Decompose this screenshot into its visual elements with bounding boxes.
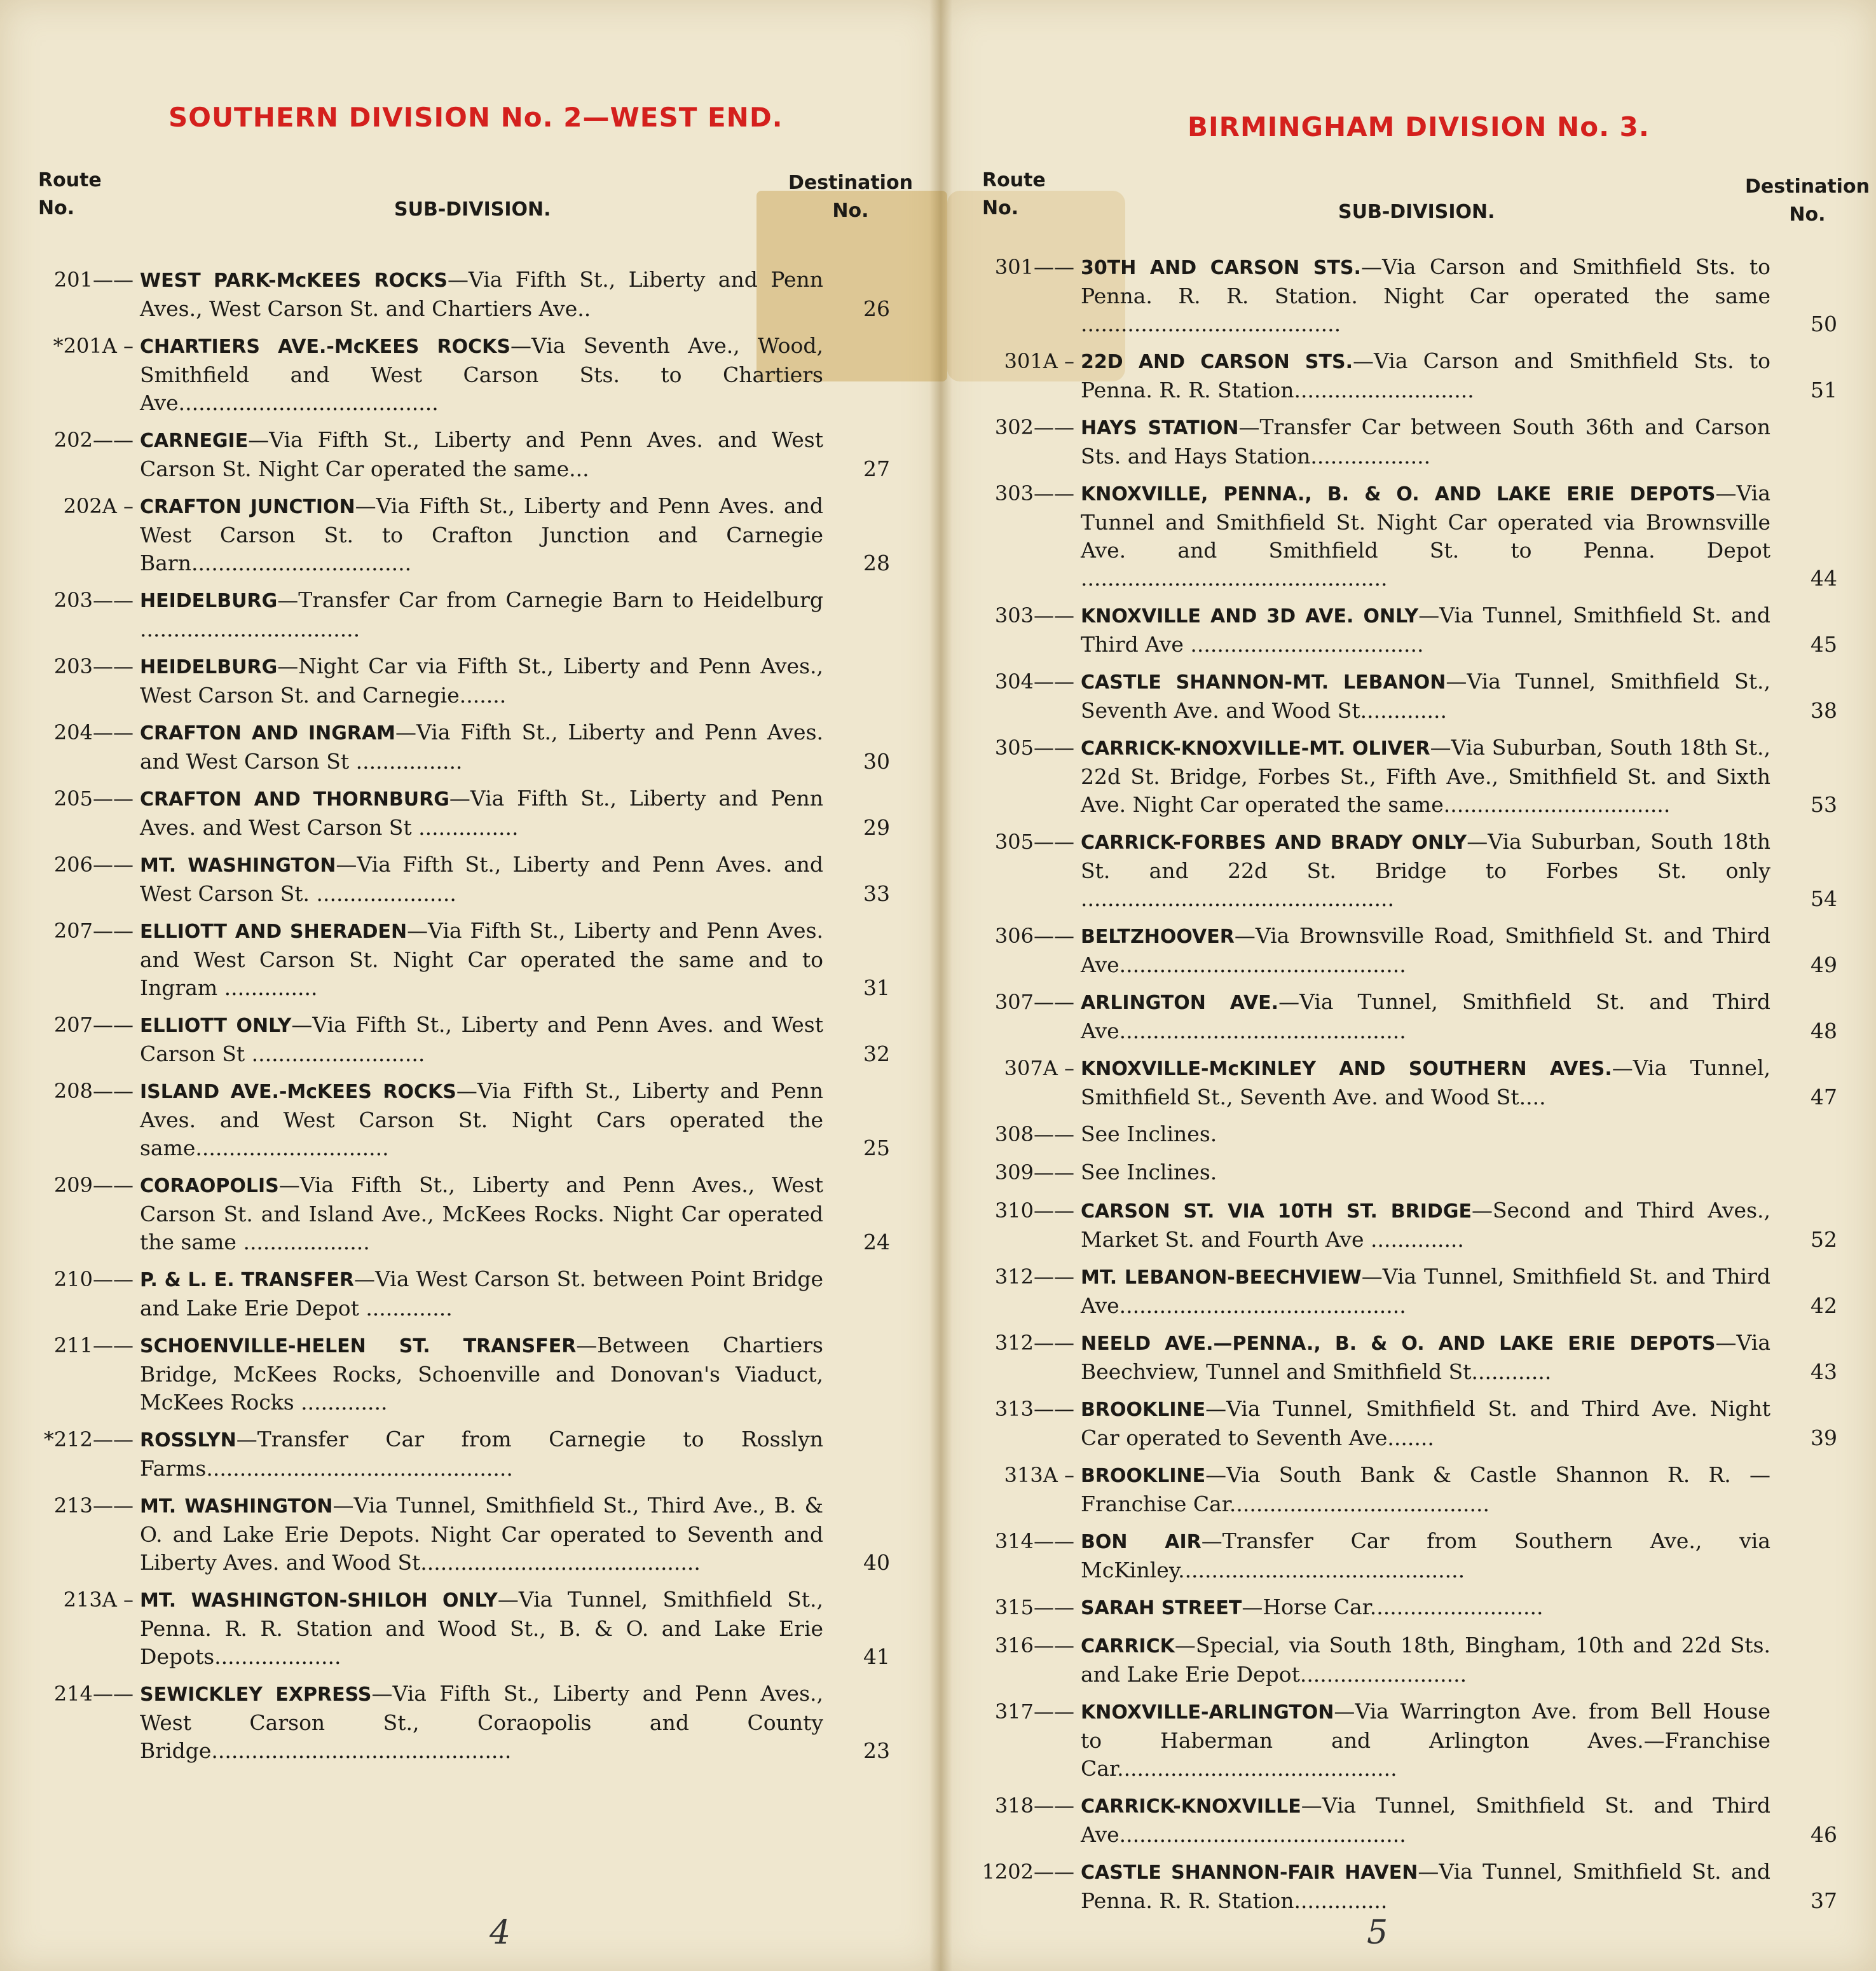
route-entry xyxy=(979,1054,1837,1111)
route-number: 317—— xyxy=(994,1699,1074,1724)
destination-number: 49 xyxy=(1811,952,1837,977)
route-number: 206—— xyxy=(53,853,134,877)
route-via: —Via Fifth St., Liberty and Penn Aves., West Carson St. and Chartiers Ave.. xyxy=(140,267,823,321)
destination-number: 31 xyxy=(863,975,890,1000)
route-via: See Inclines. xyxy=(1081,1122,1217,1146)
route-description xyxy=(1081,1527,1770,1584)
route-number: 207—— xyxy=(53,1013,134,1037)
route-name: BROOKLINE xyxy=(1081,1465,1206,1487)
right-destination-header: Destination No. xyxy=(1745,175,1870,226)
route-name: HEIDELBURG xyxy=(140,656,278,678)
route-entry xyxy=(979,988,1837,1045)
route-via: —Via Fifth St., Liberty and Penn Aves. and West Carson St. Night Cars operated the same............................. xyxy=(140,1078,823,1160)
route-description xyxy=(140,426,890,483)
route-via: —Via Tunnel, Smithfield St. and Third Ave........................................... xyxy=(1081,1264,1771,1318)
route-number: *212—— xyxy=(43,1427,134,1451)
route-entry xyxy=(979,1395,1837,1452)
route-entry xyxy=(979,347,1837,404)
route-name: SEWICKLEY EXPRESS xyxy=(140,1684,372,1706)
destination-number: 54 xyxy=(1811,886,1837,911)
route-via: —Via Suburban, South 18th St. and 22d St. Bridge to Forbes St. only ............................................... xyxy=(1081,829,1770,911)
route-name: ELLIOTT ONLY xyxy=(140,1015,292,1037)
route-description xyxy=(140,652,823,710)
route-entry xyxy=(979,413,1770,470)
route-via: —Via Tunnel, Smithfield St. and Third Ave ................................... xyxy=(1081,603,1770,657)
route-via: —Via Fifth St., Liberty and Penn Aves. and West Carson St. to Crafton Junction and Carnegie Barn................................. xyxy=(140,493,823,575)
route-name: KNOXVILLE-McKINLEY AND SOUTHERN AVES. xyxy=(1081,1058,1612,1080)
destination-number: 44 xyxy=(1811,566,1837,591)
destination-number: 43 xyxy=(1811,1359,1837,1384)
route-entry xyxy=(979,1858,1837,1915)
route-description xyxy=(1081,347,1837,404)
route-entry xyxy=(979,479,1837,593)
route-via: —Via Tunnel, Smithfield St., Seventh Ave. and Wood St.... xyxy=(1081,1055,1770,1109)
route-via: —Via Fifth St., Liberty and Penn Aves. and West Carson St .......................... xyxy=(140,1012,824,1066)
route-name: CARRICK-FORBES AND BRADY ONLY xyxy=(1081,832,1467,854)
route-via: —Transfer Car from Carnegie to Rosslyn Farms.............................................. xyxy=(140,1427,823,1481)
route-description xyxy=(140,586,823,643)
route-entry xyxy=(979,1197,1837,1254)
route-description xyxy=(140,851,890,908)
route-entry xyxy=(38,1586,890,1671)
right-route-header: Route No. xyxy=(982,169,1046,219)
right-route-list xyxy=(979,253,1837,1924)
route-description xyxy=(140,1171,890,1256)
left-destination-header: Destination No. xyxy=(788,172,913,222)
route-number: 313—— xyxy=(994,1397,1074,1421)
route-name: ARLINGTON AVE. xyxy=(1081,992,1279,1014)
route-via: —Via Brownsville Road, Smithfield St. and Third Ave........................................... xyxy=(1081,923,1770,977)
route-via: —Special, via South 18th, Bingham, 10th and 22d Sts. and Lake Erie Depot......................... xyxy=(1081,1633,1770,1687)
route-description xyxy=(1081,1593,1770,1623)
route-number: 213—— xyxy=(53,1493,134,1518)
route-number: 305—— xyxy=(994,830,1074,854)
route-via: —Via Fifth St., Liberty and Penn Aves. and West Carson St. ..................... xyxy=(140,852,823,906)
route-via: —Transfer Car between South 36th and Carson Sts. and Hays Station.................. xyxy=(1081,415,1770,469)
route-entry xyxy=(38,1265,823,1322)
route-description xyxy=(1081,413,1770,470)
route-entry xyxy=(38,426,890,483)
route-description xyxy=(140,266,890,323)
destination-number: 29 xyxy=(863,815,890,840)
route-entry xyxy=(38,266,890,323)
route-entry xyxy=(979,1329,1837,1386)
destination-number: 30 xyxy=(863,749,890,774)
route-name: CARSON ST. VIA 10TH ST. BRIDGE xyxy=(1081,1200,1472,1223)
route-name: SCHOENVILLE-HELEN ST. TRANSFER xyxy=(140,1335,577,1357)
destination-number: 23 xyxy=(863,1738,890,1763)
destination-number: 27 xyxy=(863,456,890,481)
route-via: —Via Tunnel and Smithfield St. Night Car operated via Brownsville Ave. and Smithfield St. to Penna. Depot .............................................. xyxy=(1081,481,1770,591)
route-description xyxy=(140,917,890,1002)
destination-number: 50 xyxy=(1811,312,1837,336)
route-name: CHARTIERS AVE.-McKEES ROCKS xyxy=(140,336,511,358)
route-number: 301A – xyxy=(1004,349,1074,373)
route-description xyxy=(1081,1120,1770,1149)
right-page-number: 5 xyxy=(1367,1914,1388,1952)
route-number: 315—— xyxy=(994,1595,1074,1619)
route-name: CASTLE SHANNON-FAIR HAVEN xyxy=(1081,1862,1418,1884)
destination-number: 40 xyxy=(863,1550,890,1575)
route-description xyxy=(1081,1792,1837,1849)
route-entry xyxy=(979,601,1837,659)
route-description xyxy=(1081,601,1837,659)
route-number: 307—— xyxy=(994,990,1074,1014)
route-via: —Via Carson and Smithfield Sts. to Penna. R. R. Station........................... xyxy=(1081,348,1770,402)
left-route-list xyxy=(38,266,890,1774)
route-entry xyxy=(38,1492,890,1577)
right-title: BIRMINGHAM DIVISION No. 3. xyxy=(1188,111,1650,142)
route-entry xyxy=(979,734,1837,819)
route-name: CARRICK-KNOXVILLE xyxy=(1081,1795,1301,1818)
route-number: 203—— xyxy=(53,588,134,612)
route-number: *201A – xyxy=(53,334,134,358)
destination-number: 32 xyxy=(863,1041,890,1066)
route-name: HEIDELBURG xyxy=(140,590,278,612)
route-via: —Via Tunnel, Smithfield St. and Third Ave. Night Car operated to Seventh Ave....... xyxy=(1081,1396,1770,1450)
route-name: CRAFTON JUNCTION xyxy=(140,496,355,518)
destination-number: 46 xyxy=(1811,1822,1837,1847)
route-description xyxy=(1081,1395,1837,1452)
route-via: See Inclines. xyxy=(1081,1160,1217,1184)
route-description xyxy=(1081,1461,1770,1518)
route-via: —Between Chartiers Bridge, McKees Rocks, Schoenville and Donovan's Viaduct, McKees Rocks ............. xyxy=(140,1333,823,1415)
route-name: P. & L. E. TRANSFER xyxy=(140,1269,355,1291)
route-description xyxy=(1081,988,1837,1045)
route-number: 211—— xyxy=(53,1333,134,1357)
route-number: 302—— xyxy=(994,415,1074,439)
route-entry xyxy=(979,1593,1770,1623)
route-description xyxy=(1081,1263,1837,1320)
destination-number: 37 xyxy=(1811,1888,1837,1913)
route-entry xyxy=(38,718,890,776)
route-number: 312—— xyxy=(994,1331,1074,1355)
route-description xyxy=(140,1586,890,1671)
route-description xyxy=(1081,668,1837,725)
route-number: 308—— xyxy=(994,1122,1074,1146)
destination-number: 48 xyxy=(1811,1019,1837,1043)
left-subdivision-header: SUB-DIVISION. xyxy=(394,198,551,221)
destination-number: 39 xyxy=(1811,1425,1837,1450)
route-name: MT. LEBANON-BEECHVIEW xyxy=(1081,1266,1362,1289)
route-via: —Via Fifth St., Liberty and Penn Aves. and West Carson St. Night Car operated the same and to Ingram .............. xyxy=(140,918,823,1000)
route-number: 210—— xyxy=(53,1267,134,1291)
route-entry xyxy=(38,785,890,842)
route-entry xyxy=(979,922,1837,979)
route-number: 213A – xyxy=(63,1588,134,1612)
route-description xyxy=(140,718,890,776)
destination-number: 47 xyxy=(1811,1085,1837,1109)
route-description xyxy=(1081,479,1837,593)
route-number: 310—— xyxy=(994,1198,1074,1223)
route-description xyxy=(140,1425,823,1483)
left-page-number: 4 xyxy=(490,1914,511,1952)
route-number: 208—— xyxy=(53,1079,134,1103)
route-description xyxy=(140,1265,823,1322)
route-number: 205—— xyxy=(53,786,134,811)
route-number: 318—— xyxy=(994,1794,1074,1818)
route-entry xyxy=(979,1631,1770,1689)
route-entry xyxy=(979,1792,1837,1849)
route-entry xyxy=(979,1263,1837,1320)
route-number: 303—— xyxy=(994,603,1074,628)
route-name: 22D AND CARSON STS. xyxy=(1081,351,1353,373)
route-description xyxy=(140,1011,890,1068)
route-description xyxy=(1081,253,1837,338)
route-via: —Via Fifth St., Liberty and Penn Aves. and West Carson St. Night Car operated the same... xyxy=(140,427,823,481)
route-name: CARRICK xyxy=(1081,1635,1175,1657)
route-via: —Via Seventh Ave., Wood, Smithfield and West Carson Sts. to Chartiers Ave....................................... xyxy=(140,333,824,415)
route-name: KNOXVILLE AND 3D AVE. ONLY xyxy=(1081,605,1419,628)
route-number: 309—— xyxy=(994,1160,1074,1184)
route-via: —Via Tunnel, Smithfield St. and Penna. R. R. Station.............. xyxy=(1081,1859,1770,1913)
route-entry xyxy=(38,1331,823,1417)
route-via: —Via Beechview, Tunnel and Smithfield St............ xyxy=(1081,1330,1770,1384)
route-description xyxy=(1081,1158,1770,1188)
route-name: CASTLE SHANNON-MT. LEBANON xyxy=(1081,671,1446,694)
route-description xyxy=(1081,1329,1837,1386)
route-entry xyxy=(979,253,1837,338)
route-number: 313A – xyxy=(1004,1463,1074,1487)
route-name: 30TH AND CARSON STS. xyxy=(1081,257,1361,279)
destination-number: 42 xyxy=(1811,1293,1837,1318)
route-via: —Via Tunnel, Smithfield St., Third Ave., B. & O. and Lake Erie Depots. Night Car operated to Seventh and Liberty Aves. and Wood St.......................................... xyxy=(140,1493,824,1575)
route-description xyxy=(140,492,890,577)
route-entry xyxy=(979,1461,1770,1518)
destination-number: 45 xyxy=(1811,632,1837,657)
route-name: BELTZHOOVER xyxy=(1081,926,1235,948)
route-name: MT. WASHINGTON-SHILOH ONLY xyxy=(140,1589,498,1612)
route-entry xyxy=(979,828,1837,913)
page-fold xyxy=(929,0,952,1971)
route-description xyxy=(140,1077,890,1162)
route-via: —Night Car via Fifth St., Liberty and Penn Aves., West Carson St. and Carnegie....... xyxy=(140,654,823,708)
route-name: HAYS STATION xyxy=(1081,417,1239,439)
route-name: CRAFTON AND INGRAM xyxy=(140,722,396,744)
destination-number: 51 xyxy=(1811,378,1837,402)
route-number: 305—— xyxy=(994,736,1074,760)
route-via: —Via Suburban, South 18th St., 22d St. Bridge, Forbes St., Fifth Ave., Smithfield St. and Sixth Ave. Night Car operated the same.................................. xyxy=(1081,735,1771,817)
route-entry xyxy=(38,332,823,417)
route-via: —Via Warrington Ave. from Bell House to Haberman and Arlington Aves.—Franchise Car.......................................... xyxy=(1081,1699,1770,1781)
route-via: —Via Fifth St., Liberty and Penn Aves. and West Carson St ................ xyxy=(140,720,823,774)
route-description xyxy=(140,785,890,842)
route-name: KNOXVILLE, PENNA., B. & O. AND LAKE ERIE DEPOTS xyxy=(1081,483,1716,505)
destination-number: 26 xyxy=(863,296,890,321)
route-number: 202—— xyxy=(53,428,134,452)
route-name: CARNEGIE xyxy=(140,430,249,452)
route-entry xyxy=(38,1077,890,1162)
route-entry xyxy=(38,1425,823,1483)
destination-number: 28 xyxy=(863,551,890,575)
route-description xyxy=(1081,1631,1770,1689)
route-name: NEELD AVE.—PENNA., B. & O. AND LAKE ERIE DEPOTS xyxy=(1081,1333,1716,1355)
route-name: CARRICK-KNOXVILLE-MT. OLIVER xyxy=(1081,738,1430,760)
route-name: ROSSLYN xyxy=(140,1429,236,1451)
route-number: 314—— xyxy=(994,1529,1074,1553)
route-entry xyxy=(979,1120,1770,1149)
route-number: 202A – xyxy=(63,494,134,518)
route-entry xyxy=(979,1698,1770,1783)
route-entry xyxy=(38,492,890,577)
route-entry xyxy=(38,851,890,908)
route-name: ELLIOTT AND SHERADEN xyxy=(140,921,407,943)
route-entry xyxy=(38,1171,890,1256)
route-number: 306—— xyxy=(994,924,1074,948)
route-via: —Via Tunnel, Smithfield St. and Third Ave........................................... xyxy=(1081,989,1770,1043)
destination-number: 53 xyxy=(1811,792,1837,817)
route-description xyxy=(140,1331,823,1417)
destination-number: 25 xyxy=(863,1136,890,1160)
route-number: 303—— xyxy=(994,481,1074,505)
route-number: 207—— xyxy=(53,919,134,943)
route-name: CORAOPOLIS xyxy=(140,1175,279,1197)
destination-number: 41 xyxy=(863,1644,890,1669)
route-number: 316—— xyxy=(994,1633,1074,1657)
route-number: 1202—— xyxy=(982,1860,1074,1884)
destination-number: 24 xyxy=(863,1230,890,1254)
route-description xyxy=(1081,734,1837,819)
route-number: 301—— xyxy=(994,255,1074,279)
route-via: —Via Tunnel, Smithfield St., Seventh Ave. and Wood St............. xyxy=(1081,669,1770,723)
route-name: WEST PARK-McKEES ROCKS xyxy=(140,270,448,292)
route-entry xyxy=(38,652,823,710)
right-subdivision-header: SUB-DIVISION. xyxy=(1338,201,1495,223)
route-name: MT. WASHINGTON xyxy=(140,854,336,877)
route-entry xyxy=(979,1158,1770,1188)
route-entry xyxy=(38,1011,890,1068)
route-description xyxy=(1081,828,1837,913)
route-number: 312—— xyxy=(994,1265,1074,1289)
route-number: 204—— xyxy=(53,720,134,744)
route-number: 203—— xyxy=(53,654,134,678)
destination-number: 33 xyxy=(863,881,890,906)
route-entry xyxy=(979,668,1837,725)
route-via: —Horse Car.......................... xyxy=(1242,1595,1544,1619)
destination-number: 38 xyxy=(1811,698,1837,723)
route-name: MT. WASHINGTON xyxy=(140,1495,333,1518)
route-via: —Via Fifth St., Liberty and Penn Aves., West Carson St., Coraopolis and County Bridge............................................. xyxy=(140,1681,823,1763)
route-via: —Transfer Car from Carnegie Barn to Heidelburg ................................. xyxy=(140,587,823,642)
route-name: CRAFTON AND THORNBURG xyxy=(140,788,449,811)
route-description xyxy=(1081,1197,1837,1254)
route-name: BROOKLINE xyxy=(1081,1399,1206,1421)
route-via: —Via Tunnel, Smithfield St., Penna. R. R. Station and Wood St., B. & O. and Lake Erie Depots................... xyxy=(140,1587,823,1669)
route-description xyxy=(1081,1858,1837,1915)
route-entry xyxy=(979,1527,1770,1584)
route-number: 304—— xyxy=(994,669,1074,694)
route-description xyxy=(1081,1054,1837,1111)
route-name: ISLAND AVE.-McKEES ROCKS xyxy=(140,1081,456,1103)
route-description xyxy=(140,332,823,417)
route-number: 209—— xyxy=(53,1173,134,1197)
route-via: —Second and Third Aves., Market St. and Fourth Ave .............. xyxy=(1081,1198,1770,1252)
route-name: KNOXVILLE-ARLINGTON xyxy=(1081,1701,1334,1724)
route-description xyxy=(140,1492,890,1577)
route-via: —Via West Carson St. between Point Bridge and Lake Erie Depot ............. xyxy=(140,1266,823,1321)
route-description xyxy=(1081,922,1837,979)
route-via: —Via Fifth St., Liberty and Penn Aves. and West Carson St ............... xyxy=(140,786,823,840)
route-name: SARAH STREET xyxy=(1081,1597,1242,1619)
route-entry xyxy=(38,1680,890,1765)
route-name: BON AIR xyxy=(1081,1531,1202,1553)
left-title: SOUTHERN DIVISION No. 2—WEST END. xyxy=(168,102,783,133)
route-number: 201—— xyxy=(53,268,134,292)
route-entry xyxy=(38,586,823,643)
route-via: —Via Tunnel, Smithfield St. and Third Ave........................................... xyxy=(1081,1793,1770,1847)
left-route-header: Route No. xyxy=(38,169,102,219)
route-description xyxy=(1081,1698,1770,1783)
route-via: —Transfer Car from Southern Ave., via McKinley........................................... xyxy=(1081,1528,1771,1582)
route-number: 214—— xyxy=(53,1682,134,1706)
route-number: 307A – xyxy=(1004,1056,1074,1080)
route-description xyxy=(140,1680,890,1765)
route-via: —Via Carson and Smithfield Sts. to Penna. R. R. Station. Night Car operated the same ....................................... xyxy=(1081,254,1770,336)
destination-number: 52 xyxy=(1811,1227,1837,1252)
route-via: —Via South Bank & Castle Shannon R. R. —Franchise Car....................................... xyxy=(1081,1462,1770,1516)
route-entry xyxy=(38,917,890,1002)
route-via: —Via Fifth St., Liberty and Penn Aves., West Carson St. and Island Ave., McKees Rocks. Night Car operated the same ................... xyxy=(140,1172,823,1254)
